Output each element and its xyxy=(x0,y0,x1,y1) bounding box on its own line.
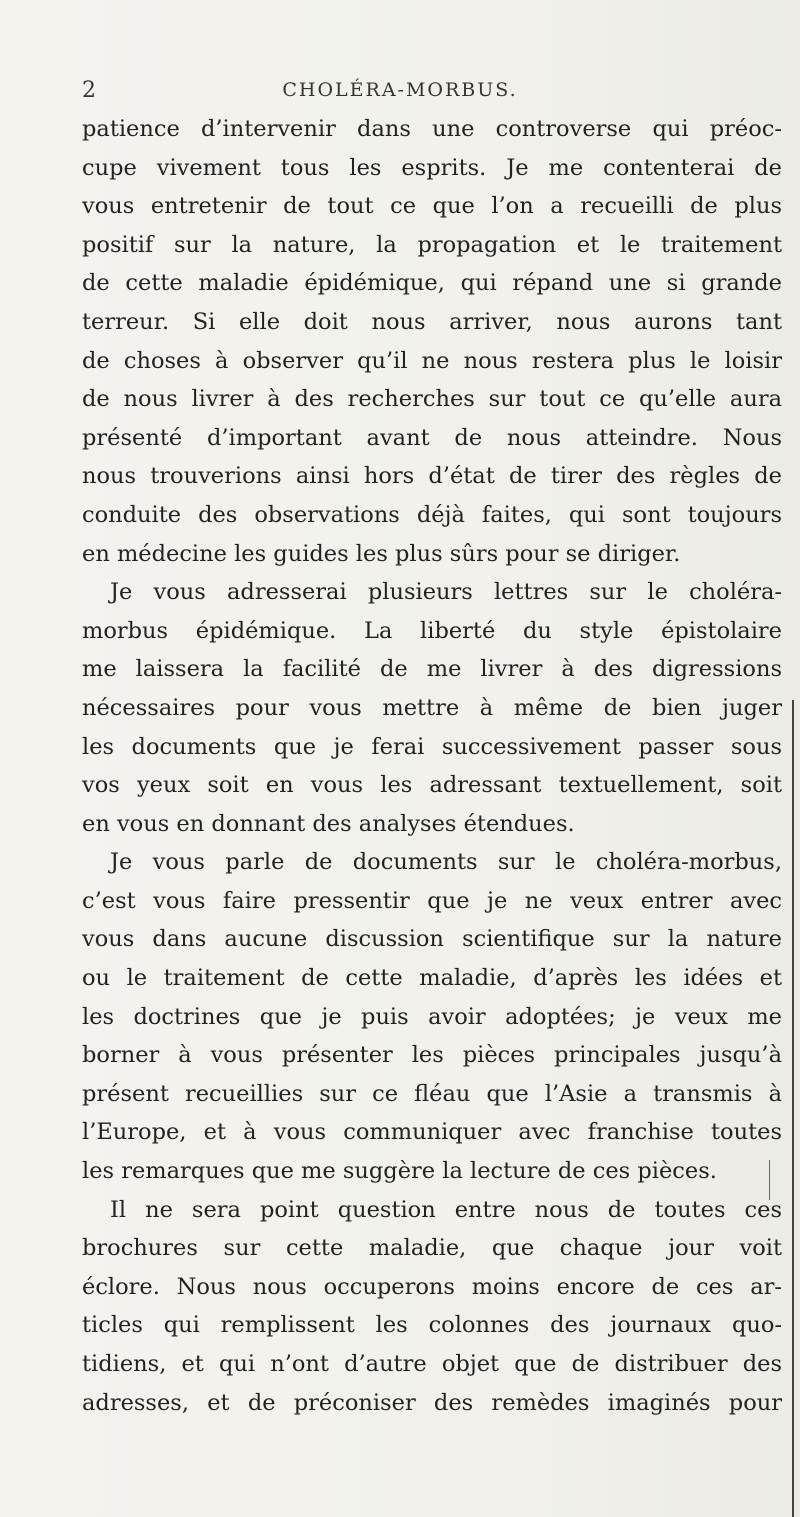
running-head: CHOLÉRA-MORBUS. xyxy=(282,79,518,101)
text-line: borner à vous présenter les pièces principales jusqu’à xyxy=(82,1042,782,1069)
text-line: cupe vivement tous les esprits. Je me contenterai de xyxy=(82,154,782,181)
paragraph-4 xyxy=(82,1191,782,1423)
text-line: vous entretenir de tout ce que l’on a recueilli de plus xyxy=(82,193,782,220)
text-line: vous dans aucune discussion scientifique sur la nature xyxy=(82,926,782,953)
text-line: les remarques que me suggère la lecture de ces pièces. xyxy=(82,1158,717,1185)
text-line: conduite des observations déjà faites, qui sont toujours xyxy=(82,501,782,528)
text-line: terreur. Si elle doit nous arriver, nous aurons tant xyxy=(82,308,782,335)
text-line: présenté d’important avant de nous atteindre. Nous xyxy=(82,424,782,451)
text-line: Je vous adresserai plusieurs lettres sur le choléra- xyxy=(110,579,782,606)
text-line: tidiens, et qui n’ont d’autre objet que de distribuer des xyxy=(82,1351,782,1377)
paragraph-1 xyxy=(82,110,782,573)
text-line: en vous en donnant des analyses étendues. xyxy=(82,810,575,837)
text-line: nécessaires pour vous mettre à même de bien juger xyxy=(82,694,782,721)
text-line: les doctrines que je puis avoir adoptées; je veux me xyxy=(82,1003,782,1030)
text-line: patience d’intervenir dans une controverse qui préoc- xyxy=(82,116,782,142)
text-line: en médecine les guides les plus sûrs pour se diriger. xyxy=(82,540,681,567)
text-line: adresses, et de préconiser des remèdes imaginés pour xyxy=(82,1389,782,1416)
text-line: c’est vous faire pressentir que je ne veux entrer avec xyxy=(82,887,782,914)
page-edge-shadow xyxy=(792,700,794,1517)
paragraph-3 xyxy=(82,843,782,1190)
text-line: Je vous parle de documents sur le choléra-morbus, xyxy=(110,849,782,876)
text-line: l’Europe, et à vous communiquer avec franchise toutes xyxy=(82,1119,782,1146)
page-header xyxy=(0,78,800,112)
text-line: les documents que je ferai successivement passer sous xyxy=(82,733,782,760)
text-line: de nous livrer à des recherches sur tout ce qu’elle aura xyxy=(82,386,782,413)
page-number: 2 xyxy=(82,78,96,103)
text-line: morbus épidémique. La liberté du style épistolaire xyxy=(82,617,782,644)
body-text xyxy=(82,110,782,1422)
text-line: vos yeux soit en vous les adressant textuellement, soit xyxy=(82,772,782,799)
text-line: présent recueillies sur ce fléau que l’Asie a transmis à xyxy=(82,1080,782,1107)
text-line: positif sur la nature, la propagation et le traitement xyxy=(82,231,782,258)
text-line: brochures sur cette maladie, que chaque jour voit xyxy=(82,1235,782,1262)
text-line: nous trouverions ainsi hors d’état de tirer des règles de xyxy=(82,463,782,490)
paragraph-2 xyxy=(82,573,782,843)
text-line: ticles qui remplissent les colonnes des journaux quo- xyxy=(82,1312,782,1339)
text-line: me laissera la facilité de me livrer à des digressions xyxy=(82,656,782,683)
text-line: de cette maladie épidémique, qui répand une si grande xyxy=(82,270,782,297)
text-line: éclore. Nous nous occuperons moins encore de ces ar- xyxy=(82,1273,782,1300)
text-line: ou le traitement de cette maladie, d’après les idées et xyxy=(82,965,782,992)
text-line: de choses à observer qu’il ne nous restera plus le loisir xyxy=(82,347,782,374)
text-line: Il ne sera point question entre nous de toutes ces xyxy=(110,1196,782,1223)
